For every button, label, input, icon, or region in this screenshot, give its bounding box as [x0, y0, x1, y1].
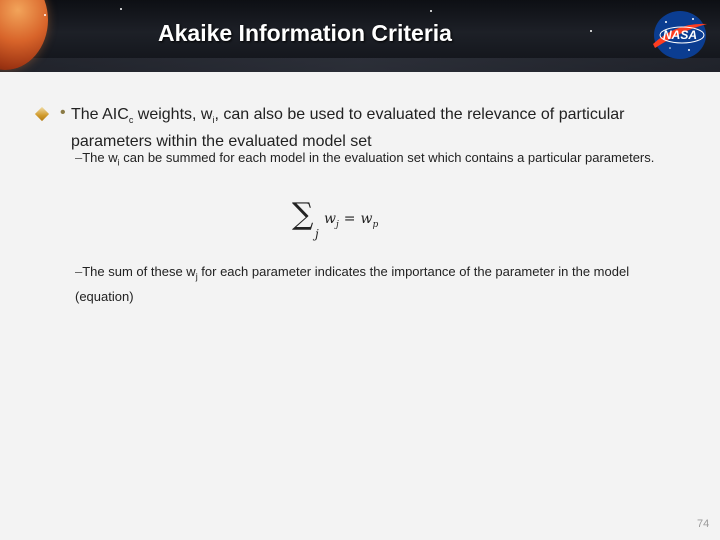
equation-body: $w_j = w_p$ [324, 211, 379, 230]
sum-symbol: ∑ [292, 197, 314, 232]
nasa-logo [649, 8, 711, 62]
nasa-logo-text: NASA [662, 28, 698, 42]
slide-header [0, 0, 720, 72]
page-number: 74 [697, 518, 710, 530]
main-bullet-text: The $AIC_c$ weights, $w_i$, can also be used to evaluated the relevance of particular parameters within the evaluated model set [71, 106, 625, 151]
diamond-bullet-icon [35, 107, 49, 121]
star [430, 10, 432, 12]
summation-equation [292, 197, 412, 241]
star [590, 30, 592, 32]
header-band [0, 58, 720, 72]
sub-bullet-importance: –The sum of these $w_j$ for each parameter indicates the importance of the parameter in the model (equation) [75, 264, 630, 304]
star [44, 14, 46, 16]
star [120, 8, 122, 10]
slide-title: Akaike Information Criteria [158, 20, 452, 46]
sum-index: j [315, 227, 319, 241]
sub-bullet-summation: –The $w_i$ can be summed for each model in the evaluation set which contains a particular parameters. [75, 150, 655, 168]
bullet-dot: • [60, 104, 66, 121]
